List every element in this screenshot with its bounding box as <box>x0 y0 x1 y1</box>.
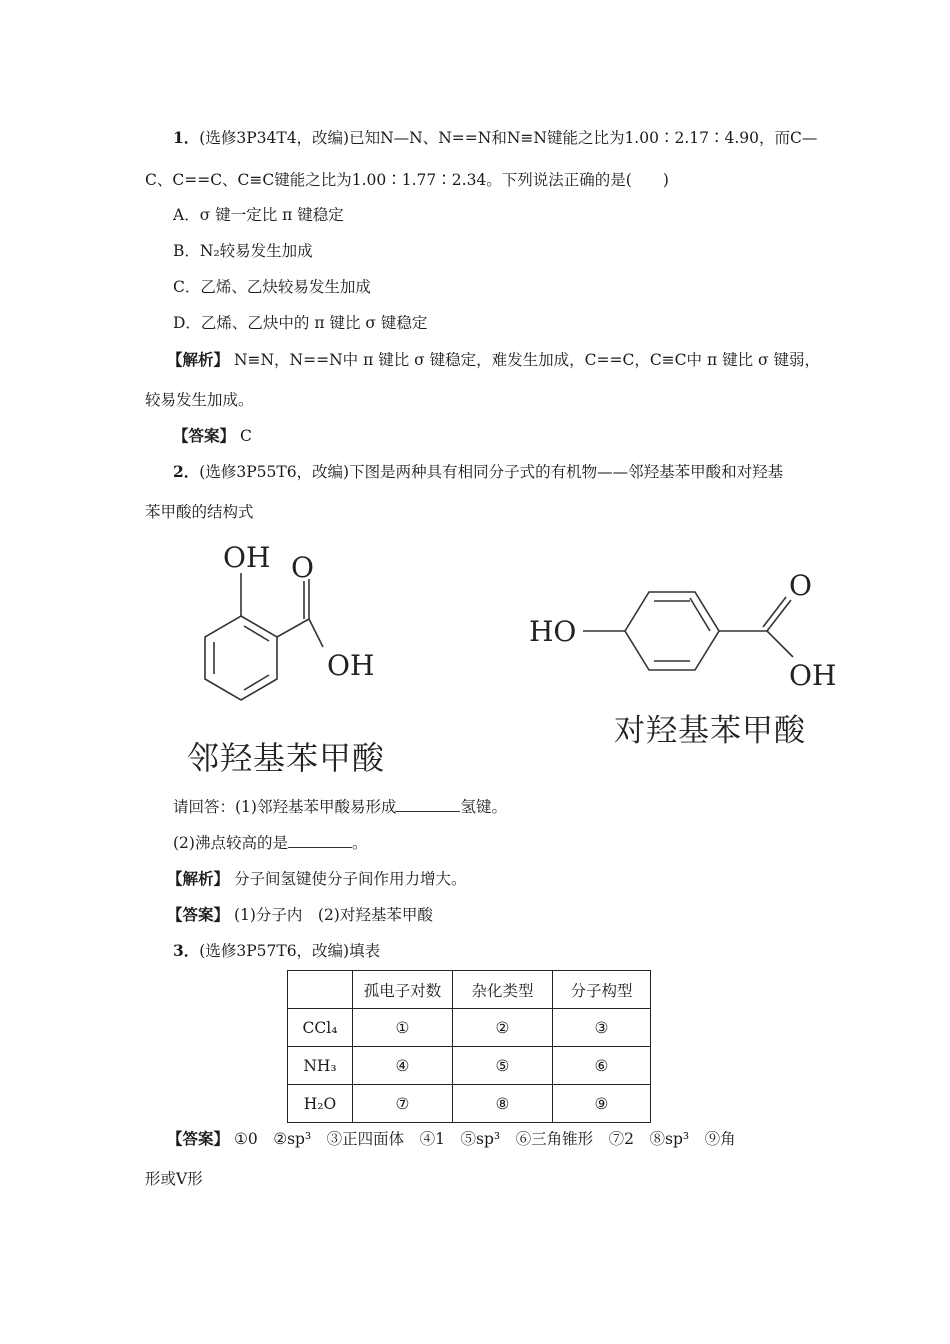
table-header-cell: 杂化类型 <box>453 971 553 1009</box>
q1-option-c: C．乙烯、乙炔较易发生加成 <box>173 278 371 296</box>
table-cell: ⑨ <box>553 1085 651 1123</box>
table-cell: ⑤ <box>453 1047 553 1085</box>
q1-option-d: D．乙烯、乙炔中的 π 键比 σ 键稳定 <box>173 314 428 332</box>
ortho-o-label: O <box>291 551 314 584</box>
table-cell: CCl₄ <box>288 1009 353 1047</box>
q2-stem-1: (选修3P55T6，改编)下图是两种具有相同分子式的有机物——邻羟基苯甲酸和对羟基 <box>199 463 784 481</box>
fill-in-table <box>287 970 651 1123</box>
q2-answer <box>167 905 433 925</box>
q2-analysis-text: 分子间氢键使分子间作用力增大。 <box>229 870 467 888</box>
q2-analysis-tag: 【解析】 <box>167 869 230 888</box>
para-ho-label: HO <box>529 615 577 648</box>
q2-line2: 苯甲酸的结构式 <box>145 503 254 521</box>
q1-analysis <box>167 350 820 370</box>
table-cell: ③ <box>553 1009 651 1047</box>
ortho-caption: 邻羟基苯甲酸 <box>187 739 386 777</box>
ortho-oh-top-label: OH <box>223 541 271 574</box>
para-hydroxybenzoic-acid-structure <box>527 565 857 695</box>
q2-ask1-pre: 请回答：(1)邻羟基苯甲酸易形成 <box>173 798 397 816</box>
table-header-cell: 分子构型 <box>553 971 651 1009</box>
q1-option-a: A．σ 键一定比 π 键稳定 <box>173 206 344 224</box>
table-row <box>288 1047 651 1085</box>
table-cell: ② <box>453 1009 553 1047</box>
q2-ask2-post: 。 <box>351 834 368 852</box>
table-cell: ⑥ <box>553 1047 651 1085</box>
q2-line1 <box>173 462 783 482</box>
q2-blank2 <box>288 833 352 848</box>
q3-answer-text: ①0 ②sp³ ③正四面体 ④1 ⑤sp³ ⑥三角锥形 ⑦2 ⑧sp³ ⑨角 <box>229 1130 736 1148</box>
q3-answer <box>167 1129 736 1149</box>
table-cell: ⑧ <box>453 1085 553 1123</box>
q2-ask1 <box>173 797 507 817</box>
q2-blank1 <box>396 797 460 812</box>
q1-line2: C、C==C、C≡C键能之比为1.00∶1.77∶2.34。下列说法正确的是( ) <box>145 171 669 189</box>
q3-answer-line2: 形或V形 <box>145 1170 203 1188</box>
q2-ask1-post: 氢键。 <box>460 798 507 816</box>
q1-number: 1． <box>173 128 200 147</box>
q1-stem-1: (选修3P34T4，改编)已知N—N、N==N和N≡N键能之比为1.00∶2.17∶4.90，而C— <box>199 129 818 147</box>
q1-line1 <box>173 128 817 148</box>
table-cell: ⑦ <box>353 1085 453 1123</box>
para-oh-label: OH <box>789 659 837 692</box>
para-caption: 对羟基苯甲酸 <box>614 713 806 749</box>
table-row <box>288 1085 651 1123</box>
table-row <box>288 1009 651 1047</box>
q1-option-b: B．N₂较易发生加成 <box>173 242 313 260</box>
ortho-oh-label: OH <box>327 649 375 682</box>
q1-analysis-line2: 较易发生加成。 <box>145 391 254 409</box>
q3-stem-1: (选修3P57T6，改编)填表 <box>199 942 381 960</box>
q2-answer-text: (1)分子内 (2)对羟基苯甲酸 <box>229 906 433 924</box>
table-header-cell <box>288 971 353 1009</box>
q1-analysis-text: N≡N，N==N中 π 键比 σ 键稳定，难发生加成，C==C，C≡C中 π 键比 σ 键弱， <box>229 351 821 369</box>
table-cell: NH₃ <box>288 1047 353 1085</box>
table-header-row <box>288 971 651 1009</box>
q2-ask2-pre: (2)沸点较高的是 <box>173 834 288 852</box>
q1-answer-tag: 【答案】 <box>173 426 236 445</box>
q2-ask2 <box>173 833 367 853</box>
q3-line1 <box>173 941 380 961</box>
q1-answer <box>173 426 252 446</box>
table-cell: ① <box>353 1009 453 1047</box>
table-cell: ④ <box>353 1047 453 1085</box>
q2-analysis <box>167 869 466 889</box>
table-header-cell: 孤电子对数 <box>353 971 453 1009</box>
q1-analysis-tag: 【解析】 <box>167 350 230 369</box>
q2-number: 2． <box>173 462 200 481</box>
q3-number: 3． <box>173 941 200 960</box>
table-cell: H₂O <box>288 1085 353 1123</box>
q2-answer-tag: 【答案】 <box>167 905 230 924</box>
q3-answer-tag: 【答案】 <box>167 1129 230 1148</box>
para-o-label: O <box>789 569 812 602</box>
q1-answer-text: C <box>235 427 252 445</box>
